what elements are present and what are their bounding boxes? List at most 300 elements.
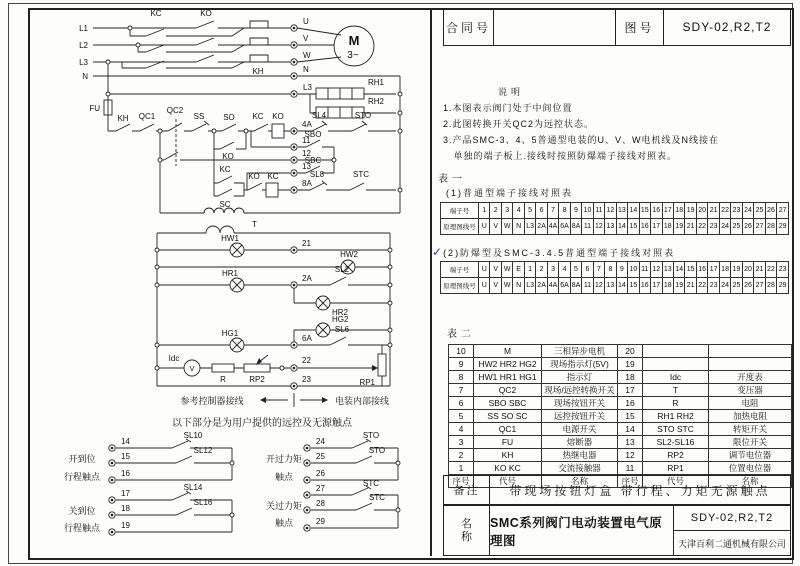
table-cell: 变压器 (709, 384, 792, 397)
table-cell (643, 358, 709, 371)
table-cell: U (479, 219, 490, 235)
table1-label: 表一 (438, 174, 466, 185)
table-cell: 11 (582, 219, 593, 235)
table-cell: 2 (490, 203, 501, 219)
table-row (449, 384, 792, 397)
component-table (448, 344, 792, 488)
table-cell: 21 (754, 262, 765, 278)
table-cell: 15 (685, 262, 696, 278)
table-row (441, 219, 789, 235)
table-cell: 22 (765, 262, 776, 278)
table-cell: KH (474, 449, 542, 462)
label-qc2: QC2 (166, 106, 184, 115)
table-cell: 6 (582, 262, 593, 278)
table-cell: W (501, 262, 512, 278)
table-cell: 23 (731, 203, 742, 219)
table-cell: V (490, 278, 501, 294)
contract-no-value (494, 9, 616, 45)
label-terminal-13: 13 (302, 162, 311, 171)
label-terminal-6a: 6A (302, 334, 312, 343)
table-cell: 25 (754, 203, 765, 219)
table-cell: N (513, 278, 524, 294)
table-cell: 12 (593, 219, 604, 235)
note-line: 3.产品SMC-3、4、5普通型电装的U、V、W电机线及N线接在 (443, 135, 720, 145)
label-terminal-17: 17 (121, 489, 130, 498)
table-cell: 14 (616, 278, 627, 294)
label-terminal-21: 21 (302, 239, 311, 248)
note-line: 单独的端子板上.接线时按照防爆端子接线对照表。 (443, 151, 678, 161)
user-contacts-note: 以下部分是为用户提供的远控及无源触点 (172, 418, 352, 429)
label-ko-interlock: KO (248, 172, 260, 181)
label-sl8: SL8 (309, 170, 325, 179)
table-cell: 22 (719, 203, 730, 219)
note-line: 2.此图转换开关QC2为远控状态。 (443, 119, 595, 129)
table-cell: 27 (754, 219, 765, 235)
table-cell: 代号 (643, 475, 709, 488)
table-cell: RH1 RH2 (643, 410, 709, 423)
company-name: 天津百利二通机械有限公司 (677, 538, 786, 549)
table-cell: M (474, 345, 542, 358)
table-cell: 11 (593, 203, 604, 219)
table-cell: 电源开关 (542, 423, 618, 436)
table-cell: 18 (618, 371, 643, 384)
drawing-no-label: 图号 (616, 9, 664, 45)
table-cell: 2A (536, 219, 547, 235)
remark-block (443, 475, 791, 505)
table-cell: 6 (449, 397, 474, 410)
table-cell: 26 (742, 219, 753, 235)
table-cell: 13 (662, 262, 673, 278)
table-cell: 4A (547, 219, 558, 235)
table-cell: 2A (536, 278, 547, 294)
table-cell: 8A (570, 219, 581, 235)
table-cell: 现场按钮开关 (542, 397, 618, 410)
table-cell: FU (474, 436, 542, 449)
table-cell: SS SO SC (474, 410, 542, 423)
table-cell: 19 (685, 203, 696, 219)
table-cell: W (501, 278, 512, 294)
table-cell: 热继电器 (542, 449, 618, 462)
table-cell: 24 (742, 203, 753, 219)
table-cell: 15 (628, 278, 639, 294)
label-kh2: KH (117, 114, 129, 123)
table-cell: 5 (524, 203, 535, 219)
table-cell: 9 (570, 203, 581, 219)
table-cell: RP2 (643, 449, 709, 462)
table-cell: 4A (547, 278, 558, 294)
label-terminal-28: 28 (316, 499, 325, 508)
close-travel-label-1: 关到位 (68, 506, 96, 516)
table-cell: 25 (731, 219, 742, 235)
label-sl14: SL14 (183, 483, 203, 492)
table-cell: 3 (501, 203, 512, 219)
label-kc: KC (150, 9, 162, 18)
table-cell: 18 (673, 203, 684, 219)
label-stc: STC (353, 170, 369, 179)
table-cell: 20 (742, 262, 753, 278)
table-cell: 现场/远控转换开关 (542, 384, 618, 397)
lamp-symbols (230, 243, 355, 352)
label-sto-25: STO (368, 446, 386, 455)
table-cell: 位置电位器 (709, 462, 792, 475)
table-cell: 现场指示灯(5V) (542, 358, 618, 371)
table-cell: 16 (639, 278, 650, 294)
label-terminal-15: 15 (121, 452, 130, 461)
table-cell: T (643, 384, 709, 397)
table-cell: 16 (696, 262, 707, 278)
close-torque-label-1: 关过力矩 (265, 501, 303, 511)
table-cell: 21 (685, 278, 696, 294)
label-kc-hold: KC (219, 165, 231, 174)
label-kc-coil: KC (267, 172, 279, 181)
label-kh-top: KH (252, 67, 264, 76)
header-block (443, 8, 791, 46)
table-cell: 24 (719, 278, 730, 294)
table-cell: 开度表 (709, 371, 792, 384)
table-row (449, 371, 792, 384)
label-kc-interlock: KC (252, 112, 264, 121)
table-row (449, 358, 792, 371)
label-ss: SS (193, 112, 205, 121)
label-stc-28: STC (369, 493, 385, 502)
table-cell: 10 (628, 262, 639, 278)
table-cell: 14 (618, 423, 643, 436)
table-cell: U (479, 278, 490, 294)
terminal-table-explosion-proof (440, 261, 789, 294)
table-row (441, 262, 789, 278)
table-cell: 21 (708, 203, 719, 219)
label-sto: STO (354, 111, 372, 120)
drawing-no-value: SDY-02,R2,T2 (682, 20, 772, 34)
table-cell: 序号 (618, 475, 643, 488)
table-cell: 20 (696, 203, 707, 219)
label-terminal-14: 14 (121, 437, 130, 446)
table-cell: SL2-SL16 (643, 436, 709, 449)
table-cell: 1 (479, 203, 490, 219)
table-cell: 代号 (474, 475, 542, 488)
notes-lines (443, 100, 788, 164)
label-hg2: HG2 (332, 315, 349, 324)
table-cell: 电阻 (709, 397, 792, 410)
table-cell: STO STC (643, 423, 709, 436)
table-row (449, 436, 792, 449)
table-cell: 26 (742, 278, 753, 294)
label-terminal-11: 11 (302, 136, 311, 145)
table-cell: 15 (639, 203, 650, 219)
table-cell: 8 (559, 203, 570, 219)
label-n: N (82, 72, 88, 81)
table-cell: 6A (559, 278, 570, 294)
table-cell: 4 (559, 262, 570, 278)
label-sl6: SL6 (334, 325, 350, 334)
motor-phase-label: 3~ (347, 50, 359, 61)
table-cell: 9 (616, 262, 627, 278)
table-cell: 限位开关 (709, 436, 792, 449)
table-cell (709, 358, 792, 371)
drawing-title: SMC系列阀门电动装置电气原理图 (490, 506, 674, 555)
table-cell: 交流接触器 (542, 462, 618, 475)
table-cell: 8 (605, 262, 616, 278)
table-cell: HW2 HR2 HG2 (474, 358, 542, 371)
table-cell: 21 (685, 219, 696, 235)
label-l1: L1 (79, 24, 88, 33)
table-cell: 端子号 (441, 262, 479, 278)
table-cell: 6A (559, 219, 570, 235)
label-ko: KO (200, 9, 212, 18)
table-cell: 3 (449, 436, 474, 449)
table-cell: N (513, 219, 524, 235)
table-cell: 12 (618, 449, 643, 462)
label-so: SO (223, 113, 235, 122)
table-cell: 29 (777, 219, 789, 235)
label-ko-coil: KO (272, 112, 284, 121)
label-rp1: RP1 (359, 378, 375, 387)
label-terminal-19: 19 (121, 521, 130, 530)
table-cell: 19 (673, 219, 684, 235)
label-terminal-18: 18 (121, 504, 130, 513)
label-terminal-v: V (303, 34, 309, 43)
table-cell: 12 (593, 278, 604, 294)
table-cell: 17 (708, 262, 719, 278)
table-cell: 7 (547, 203, 558, 219)
contract-no-label: 合同号 (444, 9, 494, 45)
label-sc: SC (219, 200, 231, 209)
table-cell: 18 (662, 278, 673, 294)
table-cell: 原理图线号 (441, 278, 479, 294)
label-terminal-27: 27 (316, 484, 325, 493)
table-row (449, 345, 792, 358)
table-cell: 22 (696, 219, 707, 235)
table-cell: 远控按钮开关 (542, 410, 618, 423)
table-cell: 29 (777, 278, 789, 294)
table-cell: HW1 HR1 HG1 (474, 371, 542, 384)
label-l3: L3 (79, 58, 88, 67)
table-row (449, 423, 792, 436)
table-cell: QC1 (474, 423, 542, 436)
table-cell: 名称 (542, 475, 618, 488)
table-cell: E (513, 262, 524, 278)
label-hr2: HR2 (332, 308, 349, 317)
table-cell: 17 (662, 203, 673, 219)
table-cell: Idc (643, 371, 709, 384)
label-qc1: QC1 (138, 112, 156, 121)
table-cell: 原理图线号 (441, 219, 479, 235)
table-cell: 13 (605, 278, 616, 294)
open-travel-label-2: 行程触点 (63, 472, 101, 482)
table-cell: 16 (651, 203, 662, 219)
table-cell: 7 (593, 262, 604, 278)
name-label-bottom: 称 (461, 530, 472, 543)
table-row (449, 397, 792, 410)
label-terminal-22: 22 (302, 356, 311, 365)
table-cell: 指示灯 (542, 371, 618, 384)
table-cell: 28 (765, 278, 776, 294)
label-terminal-u: U (303, 17, 309, 26)
label-terminal-26: 26 (316, 469, 325, 478)
label-terminal-2a: 2A (302, 274, 312, 283)
table-cell: 23 (708, 219, 719, 235)
table-cell (643, 345, 709, 358)
table-cell: L3 (524, 278, 535, 294)
table-cell: SBO SBC (474, 397, 542, 410)
table-cell: 名称 (709, 475, 792, 488)
table-cell: 5 (570, 262, 581, 278)
table-row (449, 449, 792, 462)
label-sl4: SL4 (311, 111, 327, 120)
label-stc-27: STC (363, 479, 379, 488)
label-terminal-4a: 4A (302, 120, 312, 129)
label-terminal-29: 29 (316, 517, 325, 526)
label-rh1: RH1 (368, 78, 385, 87)
table-cell (709, 345, 792, 358)
table-cell: QC2 (474, 384, 542, 397)
label-ko-hold: KO (222, 152, 234, 161)
table-cell: 26 (765, 203, 776, 219)
table-cell: 18 (719, 262, 730, 278)
name-block (443, 505, 791, 556)
table-cell: L3 (524, 219, 535, 235)
label-sl12: SL12 (193, 446, 213, 455)
table-cell: 16 (618, 397, 643, 410)
table-row (441, 278, 789, 294)
name-label-top: 名 (461, 517, 472, 530)
label-hg1: HG1 (221, 329, 239, 338)
label-sl10: SL10 (183, 431, 203, 440)
label-transformer: T (252, 220, 257, 229)
table-cell: 7 (449, 384, 474, 397)
circuit-schematic (28, 8, 430, 557)
table-cell: 25 (731, 278, 742, 294)
remark-text: 带现场按钮灯盒 带行程、力矩无源触点 (509, 483, 771, 498)
label-hr1: HR1 (221, 269, 239, 278)
table-cell: 加热电阻 (709, 410, 792, 423)
table-cell: 4 (513, 203, 524, 219)
label-rh2: RH2 (368, 97, 385, 106)
table1-sub2-title (432, 245, 675, 259)
table-cell: 27 (777, 203, 789, 219)
table-cell: 端子号 (441, 203, 479, 219)
table-cell: 调节电位器 (709, 449, 792, 462)
open-travel-label-1: 开到位 (68, 454, 96, 464)
label-r: R (220, 375, 226, 384)
table-cell: U (479, 262, 490, 278)
table-cell: 19 (731, 262, 742, 278)
table-cell: 13 (618, 436, 643, 449)
table-cell: 28 (765, 219, 776, 235)
table-cell: 转矩开关 (709, 423, 792, 436)
passive-contact-groups (116, 439, 398, 532)
table-cell: 11 (639, 262, 650, 278)
table-cell: RP1 (643, 462, 709, 475)
label-terminal-n: N (303, 65, 309, 74)
table-cell: 13 (605, 219, 616, 235)
label-terminal-12: 12 (302, 149, 311, 158)
label-hw2: HW2 (340, 250, 358, 259)
junction-nodes (106, 26, 402, 517)
table-cell: 14 (673, 262, 684, 278)
table-cell: 3 (547, 262, 558, 278)
label-terminal-16: 16 (121, 469, 130, 478)
name-label (444, 506, 490, 555)
note-line: 1.本图表示阀门处于中间位置 (443, 103, 573, 113)
label-sl16: SL16 (193, 498, 213, 507)
table-cell: V (490, 262, 501, 278)
table-row (441, 203, 789, 219)
open-torque-label-2: 触点 (274, 472, 294, 482)
table-cell: 1 (524, 262, 535, 278)
transformer-and-lamp-section (157, 160, 400, 386)
table-cell: 19 (673, 278, 684, 294)
wiring-boundary-arrows (260, 393, 328, 407)
table-cell: 17 (651, 278, 662, 294)
table-cell: 18 (662, 219, 673, 235)
table-cell: 11 (582, 278, 593, 294)
table-cell: 4 (449, 423, 474, 436)
label-idc: Idc (168, 354, 180, 363)
label-sbo: SBO (304, 130, 322, 139)
table-cell: 14 (616, 219, 627, 235)
table-cell: 19 (618, 358, 643, 371)
label-l2: L2 (79, 41, 88, 50)
table-cell: 17 (618, 384, 643, 397)
check-mark: ✓ (432, 245, 443, 259)
remark-label: 备注 (444, 476, 490, 504)
open-torque-label-1: 开过力矩 (265, 454, 303, 464)
table-cell: 13 (616, 203, 627, 219)
table-cell: 17 (651, 219, 662, 235)
table-cell: 10 (449, 345, 474, 358)
terminal-table-normal (440, 202, 789, 235)
table2-label: 表二 (447, 329, 475, 340)
label-terminal-8a: 8A (302, 179, 312, 188)
name-block-right (674, 506, 790, 555)
table-cell: 15 (618, 410, 643, 423)
label-terminal-25: 25 (316, 452, 325, 461)
table-cell: 11 (618, 462, 643, 475)
table-cell: 10 (582, 203, 593, 219)
table-cell: 8 (449, 371, 474, 384)
motor-label: M (348, 33, 360, 48)
table-cell: W (501, 219, 512, 235)
label-fu: FU (89, 104, 100, 113)
notes-heading: 说明 (498, 87, 525, 97)
label-sto-24: STO (362, 431, 380, 440)
drawing-code: SDY-02,R2,T2 (674, 506, 790, 531)
table-cell: 12 (651, 262, 662, 278)
label-terminal-23: 23 (302, 375, 311, 384)
panel-divider (430, 8, 432, 556)
label-sl2: SL2 (334, 265, 350, 274)
table1-sub2-title-text: (2)防爆型及SMC-3.4.5普通型端子接线对照表 (443, 248, 676, 258)
table-cell: 24 (719, 219, 730, 235)
table-cell: R (643, 397, 709, 410)
close-travel-label-2: 行程触点 (63, 523, 101, 533)
table-cell: 15 (628, 219, 639, 235)
wiring-right-note: 电装内部接线 (334, 396, 390, 406)
wiring-left-note: 参考控制器接线 (180, 396, 244, 406)
label-hw1: HW1 (221, 234, 239, 243)
table-cell: 熔断器 (542, 436, 618, 449)
table-cell: 2 (536, 262, 547, 278)
table1-sub1-title: (1)普通型端子接线对照表 (446, 188, 574, 198)
table-cell: 23 (708, 278, 719, 294)
notes-section (443, 84, 788, 164)
label-terminal-24: 24 (316, 437, 325, 446)
label-rp2: RP2 (249, 375, 265, 384)
label-terminal-l3: L3 (303, 83, 312, 92)
table-cell: 22 (696, 278, 707, 294)
label-sbc: SBC (304, 156, 322, 165)
